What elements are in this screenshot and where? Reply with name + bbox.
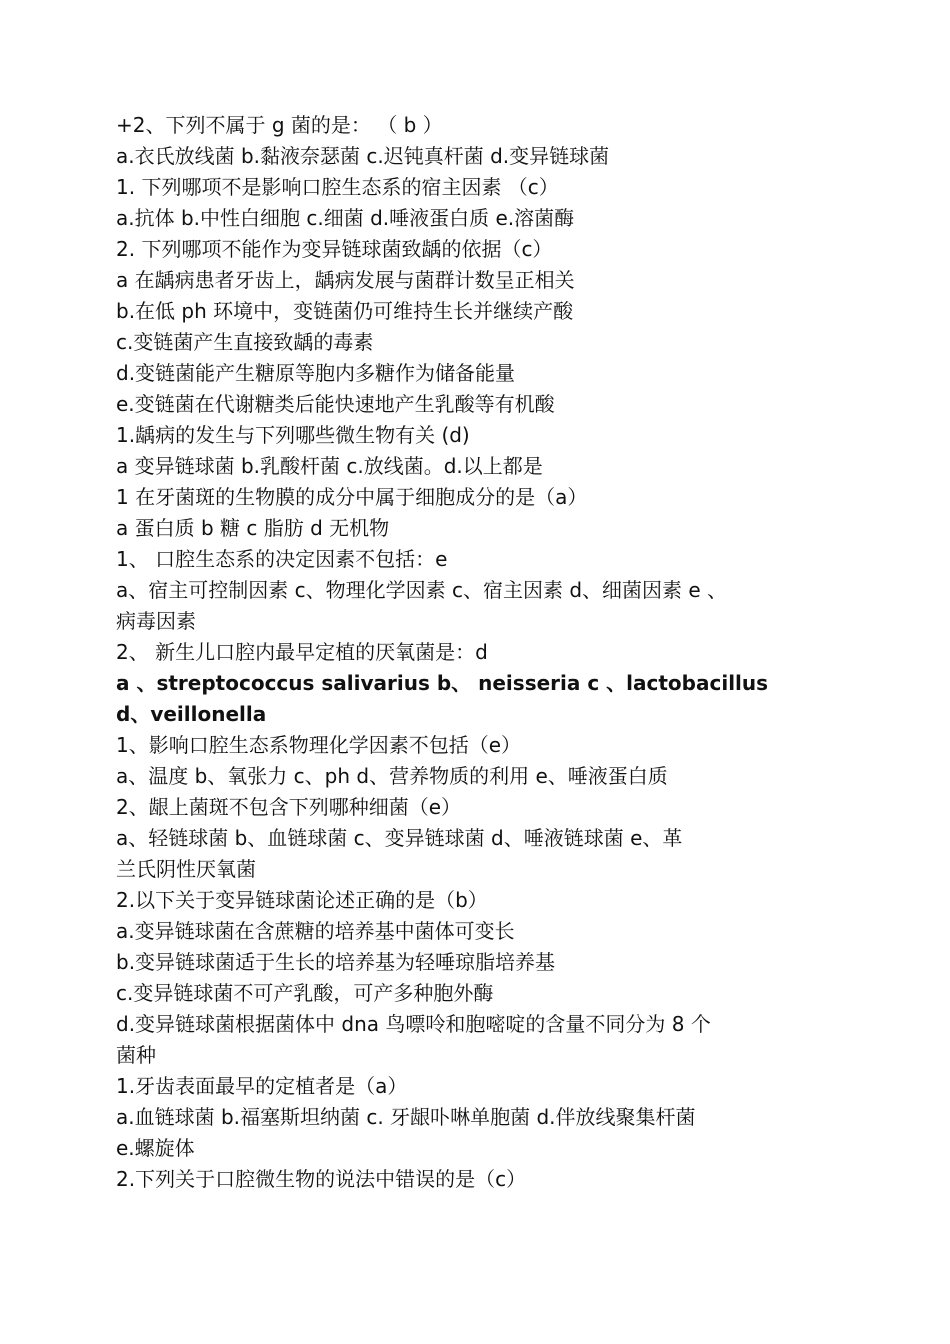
text-line: a.血链球菌 b.福塞斯坦纳菌 c. 牙龈卟啉单胞菌 d.伴放线聚集杆菌	[116, 1105, 696, 1129]
text-line: 2.以下关于变异链球菌论述正确的是（b）	[116, 888, 488, 912]
text-line: d.变链菌能产生糖原等胞内多糖作为储备能量	[116, 361, 516, 385]
text-line: c.变链菌产生直接致龋的毒素	[116, 330, 374, 354]
text-line: +2、下列不属于 g 菌的是： （ b ）	[116, 113, 443, 137]
text-line: a.抗体 b.中性白细胞 c.细菌 d.唾液蛋白质 e.溶菌酶	[116, 206, 575, 230]
text-line: a.变异链球菌在含蔗糖的培养基中菌体可变长	[116, 919, 515, 943]
text-line: 1、 口腔生态系的决定因素不包括：e	[116, 547, 448, 571]
text-line: a.衣氏放线菌 b.黏液奈瑟菌 c.迟钝真杆菌 d.变异链球菌	[116, 144, 610, 168]
text-line: 2、 新生儿口腔内最早定植的厌氧菌是：d	[116, 640, 488, 664]
text-line: a、宿主可控制因素 c、物理化学因素 c、宿主因素 d、细菌因素 e 、	[116, 578, 728, 602]
text-line: d、veillonella	[116, 702, 267, 726]
document-body	[116, 110, 836, 1195]
text-line: 1 在牙菌斑的生物膜的成分中属于细胞成分的是（a）	[116, 485, 588, 509]
text-line: d.变异链球菌根据菌体中 dna 鸟嘌呤和胞嘧啶的含量不同分为 8 个	[116, 1012, 711, 1036]
text-line: 病毒因素	[116, 609, 196, 633]
text-line: a 在龋病患者牙齿上，龋病发展与菌群计数呈正相关	[116, 268, 575, 292]
text-line: 1、影响口腔生态系物理化学因素不包括（e）	[116, 733, 522, 757]
text-line: e.变链菌在代谢糖类后能快速地产生乳酸等有机酸	[116, 392, 555, 416]
text-line: b.在低 ph 环境中，变链菌仍可维持生长并继续产酸	[116, 299, 574, 323]
text-line: a 蛋白质 b 糖 c 脂肪 d 无机物	[116, 516, 390, 540]
text-line: 菌种	[116, 1043, 156, 1067]
text-line: 兰氏阴性厌氧菌	[116, 857, 256, 881]
text-line: a、温度 b、氧张力 c、ph d、营养物质的利用 e、唾液蛋白质	[116, 764, 668, 788]
text-line: 2、龈上菌斑不包含下列哪种细菌（e）	[116, 795, 462, 819]
text-line: 1.龋病的发生与下列哪些微生物有关 (d)	[116, 423, 470, 447]
text-line: c.变异链球菌不可产乳酸，可产多种胞外酶	[116, 981, 494, 1005]
text-line: a、轻链球菌 b、血链球菌 c、变异链球菌 d、唾液链球菌 e、革	[116, 826, 683, 850]
text-line: 2. 下列哪项不能作为变异链球菌致龋的依据（c）	[116, 237, 553, 261]
text-line: a 、streptococcus salivarius b、 neisseria c 、lactobacillus	[116, 671, 769, 695]
text-line: 2.下列关于口腔微生物的说法中错误的是（c）	[116, 1167, 527, 1191]
text-line: e.螺旋体	[116, 1136, 195, 1160]
text-line: 1. 下列哪项不是影响口腔生态系的宿主因素 （c）	[116, 175, 559, 199]
text-line: 1.牙齿表面最早的定植者是（a）	[116, 1074, 408, 1098]
text-line: b.变异链球菌适于生长的培养基为轻唾琼脂培养基	[116, 950, 556, 974]
text-line: a 变异链球菌 b.乳酸杆菌 c.放线菌。d.以上都是	[116, 454, 543, 478]
